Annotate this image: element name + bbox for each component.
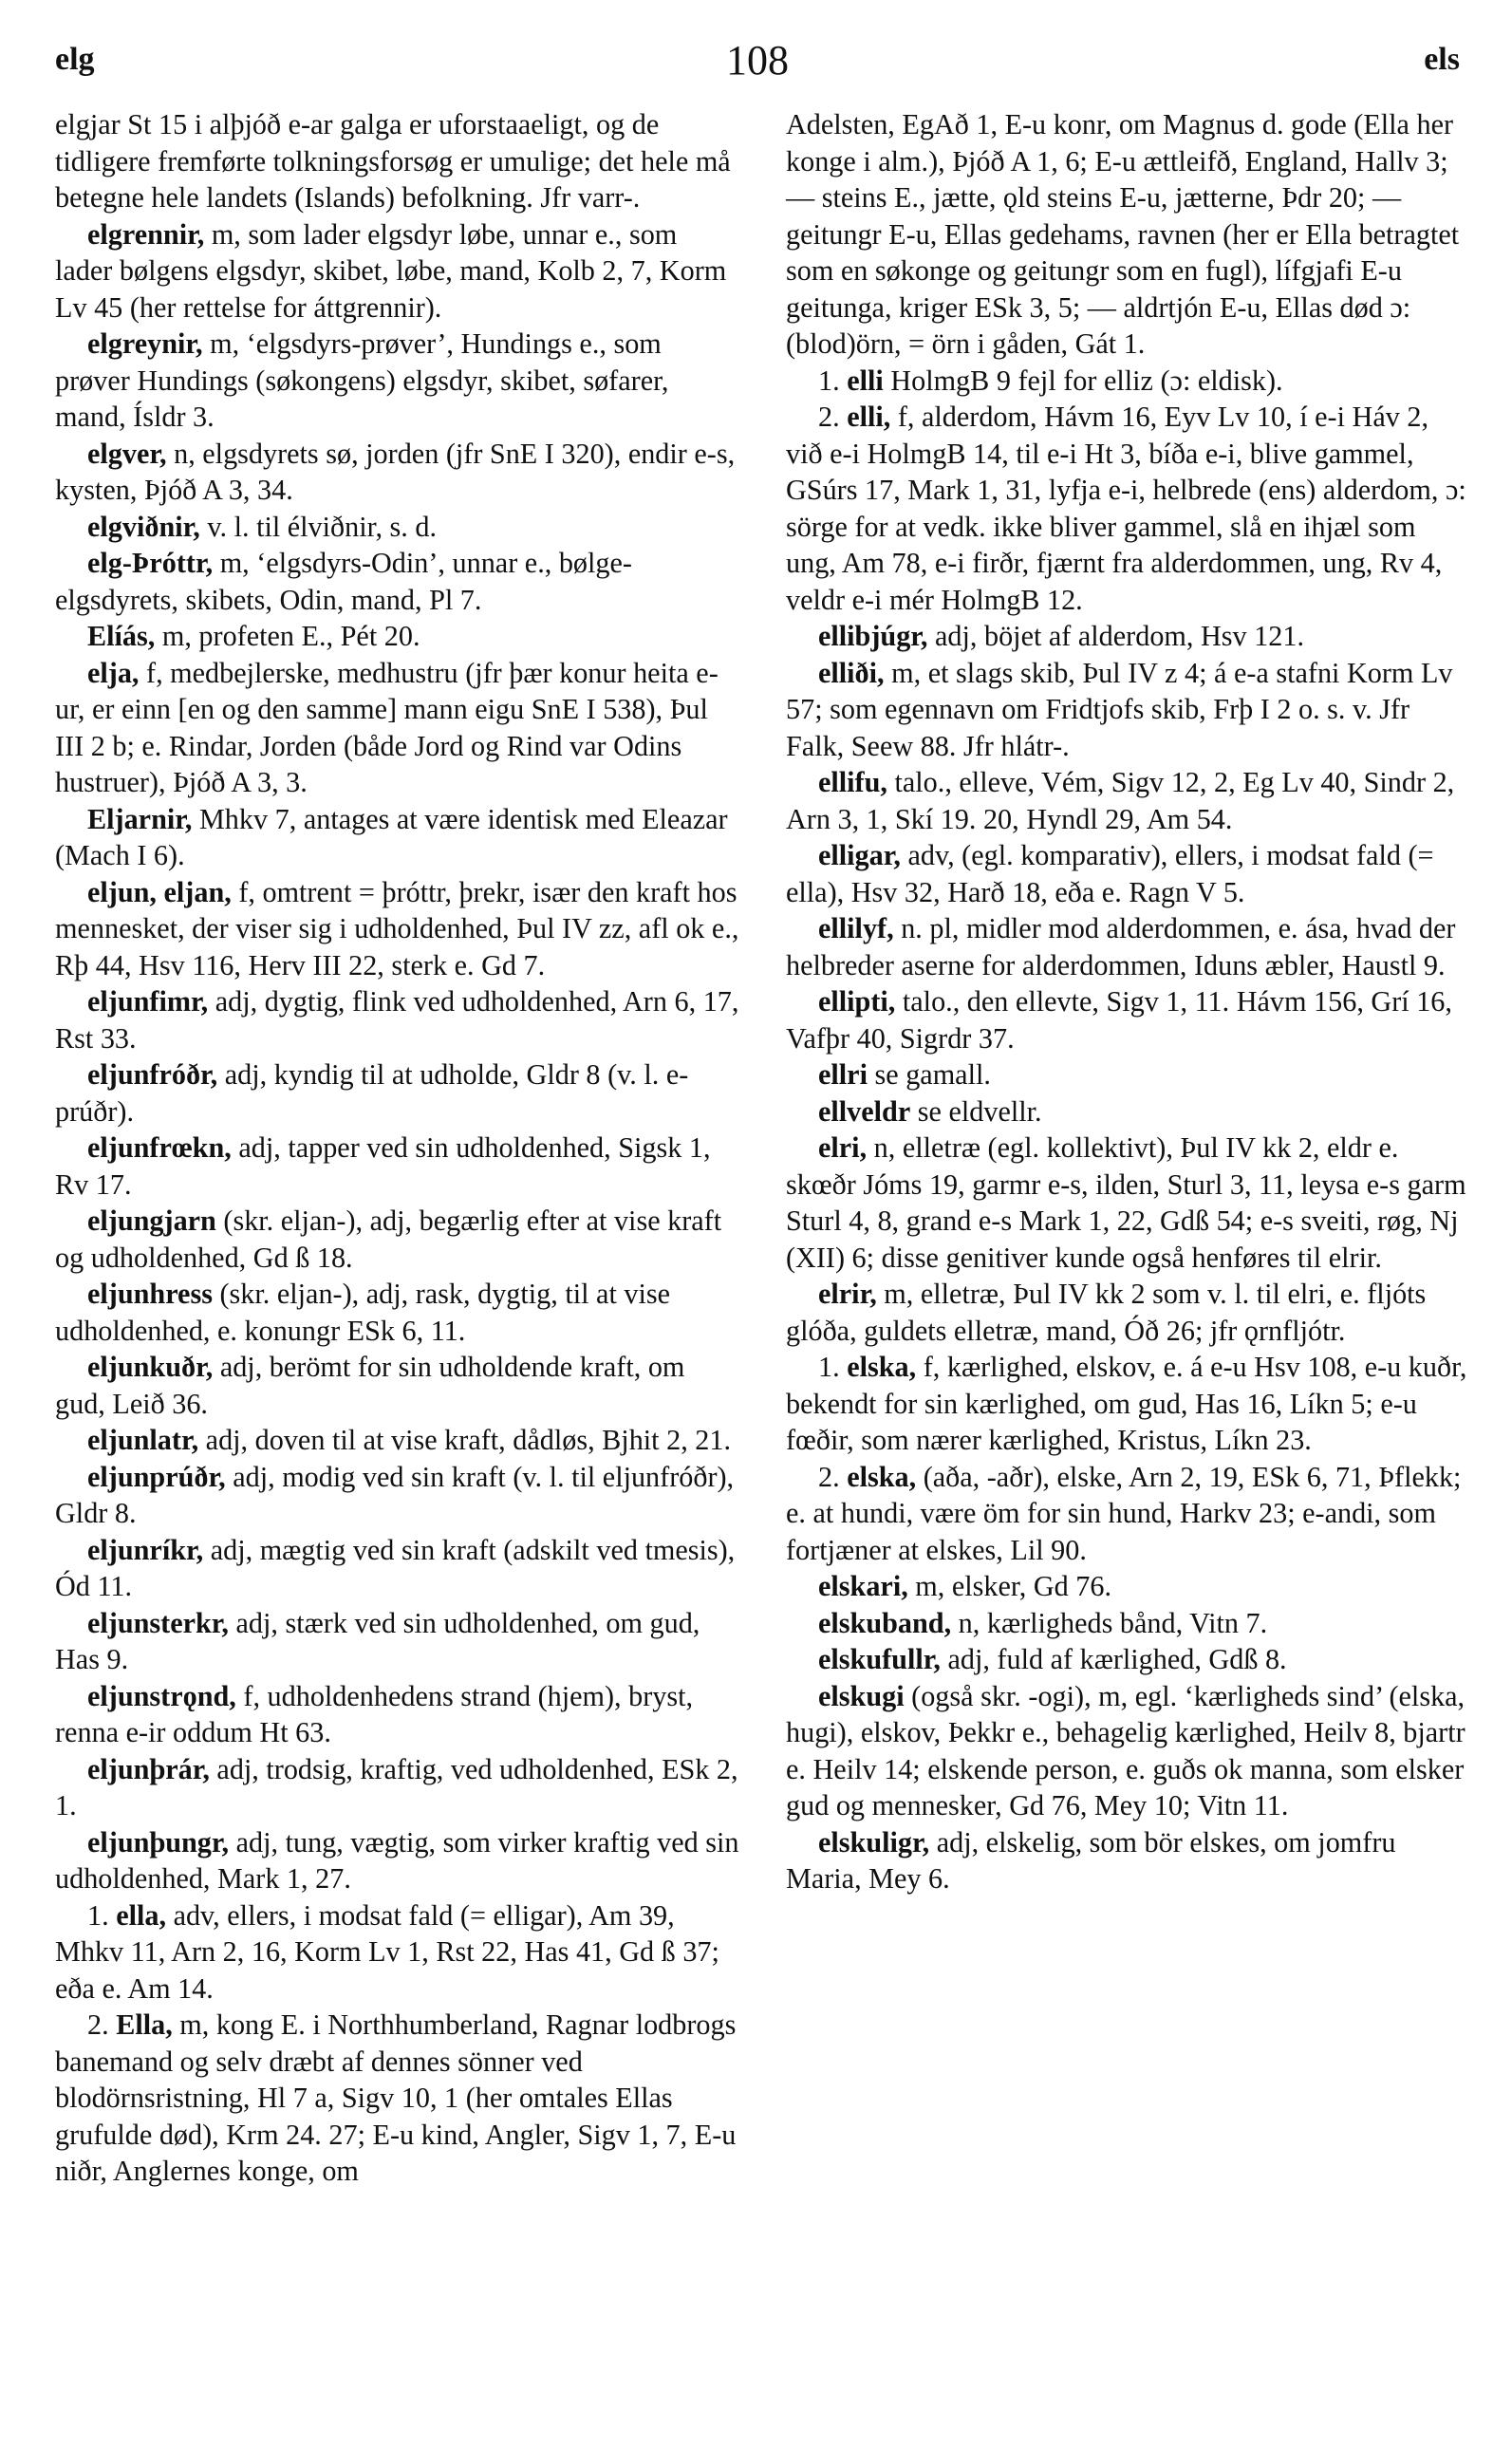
headword: elskuligr, [818, 1825, 930, 1859]
entry-definition: elgjar St 15 i alþjóð e-ar galga er uforstaaeligt, og de tidligere fremførte tolkningsforsøg er umulige; det hele må betegne hele landets (Islands) befolkning. Jfr varr-. [55, 108, 731, 214]
dictionary-entry [55, 1824, 741, 1897]
dictionary-entry [55, 618, 741, 655]
entry-definition: f, udholdenhedens strand (hjem), bryst, renna e-ir oddum Ht 63. [55, 1679, 694, 1748]
entry-number: 1. [87, 1898, 109, 1932]
headword: elskufullr, [818, 1643, 941, 1675]
dictionary-entry [786, 1605, 1472, 1642]
entry-definition: f, alderdom, Hávm 16, Eyv Lv 10, í e-i Háv 2, við e-i HolmgB 14, til e-i Ht 3, bíða e-i, blive gammel, GSúrs 17, Mark 1, 31, lyfja e-i, helbrede (ens) alderdom, ɔ: sörge for at vedk. ikke bliver gammel, slå en ihjæl som ung, Am 78, e-i firðr, fjærnt fra alderdommen, ung, Rv 4, veldr e-i mér HolmgB 12. [786, 401, 1466, 616]
entry-definition: adj, tung, vægtig, som virker kraftig ved sin udholdenhed, Mark 1, 27. [55, 1825, 739, 1895]
headword: elligar, [818, 839, 901, 871]
dictionary-entry [786, 983, 1472, 1056]
headword: eljunkuðr, [87, 1351, 214, 1383]
headword: elskugi [818, 1679, 905, 1712]
entry-definition: adj, modig ved sin kraft (v. l. til eljunfróðr), Gldr 8. [55, 1460, 735, 1529]
dictionary-entry [786, 910, 1472, 983]
dictionary-entry [786, 1824, 1472, 1897]
entry-definition: n. pl, midler mod alderdommen, e. ása, hvad der helbreder aserne for alderdommen, Iduns æbler, Haustl 9. [786, 912, 1456, 981]
dictionary-entry [786, 106, 1472, 363]
headword: ellveldr [818, 1094, 911, 1128]
left-column [55, 106, 741, 2190]
entry-definition: adj, fuld af kærlighed, Gdß 8. [940, 1643, 1287, 1675]
headword: elrir, [818, 1278, 877, 1310]
entry-definition: adj, böjet af alderdom, Hsv 121. [927, 620, 1305, 652]
dictionary-entry [786, 1641, 1472, 1678]
headword: eljunfrœkn, [87, 1131, 232, 1164]
dictionary-entry [786, 764, 1472, 837]
dictionary-entry [786, 618, 1472, 655]
dictionary-entry [786, 837, 1472, 910]
entry-number: 2. [87, 2008, 109, 2041]
dictionary-entry [55, 1751, 741, 1824]
headword: elska, [847, 1460, 917, 1493]
entry-definition: adj, elskelig, som bör elskes, om jomfru Maria, Mey 6. [786, 1825, 1396, 1895]
headword: elgviðnir, [87, 510, 200, 543]
dictionary-entry [55, 655, 741, 801]
entry-definition: Mhkv 7, antages at være identisk med Eleazar (Mach I 6). [55, 802, 728, 871]
headword: ellipti, [818, 985, 896, 1018]
headword: eljun, eljan, [87, 875, 232, 908]
dictionary-entry [55, 326, 741, 436]
page-header [55, 36, 1460, 93]
entry-definition: m, et slags skib, Þul IV z 4; á e-a stafni Korm Lv 57; som egennavn om Fridtjofs skib, Frþ I 2 o. s. v. Jfr Falk, Seew 88. Jfr hlátr-. [786, 656, 1453, 762]
entry-definition: m, profeten E., Pét 20. [155, 620, 420, 652]
headword: elli [847, 364, 884, 397]
headword: ellilyf, [818, 912, 894, 944]
dictionary-entry [55, 1130, 741, 1203]
entry-definition: m, ‘elgsdyrs-Odin’, unnar e., bølge-elgsdyrets, skibets, Odin, mand, Pl 7. [55, 547, 632, 616]
entry-definition: m, elsker, Gd 76. [907, 1570, 1112, 1602]
entry-definition: talo., den ellevte, Sigv 1, 11. Hávm 156, Grí 16, Vafþr 40, Sigrdr 37. [786, 985, 1452, 1055]
dictionary-entry [55, 1532, 741, 1605]
dictionary-entry [55, 509, 741, 546]
dictionary-entry [786, 1459, 1472, 1569]
dictionary-entry [55, 1056, 741, 1130]
entry-definition: v. l. til élviðnir, s. d. [199, 510, 438, 543]
entry-definition: (også skr. -ogi), m, egl. ‘kærligheds sind’ (elska, hugi), elskov, Þekkr e., behagelig kærlighed, Heilv 8, bjartr e. Heilv 14; elskende person, e. guðs ok manna, som elsker gud og mennesker, Gd 76, Mey 10; Vitn 11. [786, 1679, 1465, 1821]
entry-definition: talo., elleve, Vém, Sigv 12, 2, Eg Lv 40, Sindr 2, Arn 3, 1, Skí 19. 20, Hyndl 29, Am 54. [786, 766, 1455, 835]
headword: elg-Þróttr, [87, 547, 214, 579]
dictionary-entry [55, 1276, 741, 1349]
headword: eljungjarn [87, 1205, 216, 1237]
running-head-left: elg [55, 42, 95, 77]
dictionary-entry [786, 1130, 1472, 1276]
headword: elja, [87, 656, 140, 689]
headword: eljunstrǫnd, [87, 1679, 236, 1712]
entry-definition: m, kong E. i Northhumberland, Ragnar lodbrogs banemand og selv dræbt af dennes sönner ved blodörnsristning, Hl 7 a, Sigv 10, 1 (her omtales Ellas grufulde død), Krm 24. 27; E-u kind, Angler, Sigv 1, 7, E-u niðr, Anglernes konge, om [55, 2008, 737, 2187]
headword: Elíás, [87, 620, 156, 652]
dictionary-entry [55, 874, 741, 984]
entry-number: 2. [818, 401, 840, 433]
entry-number: 1. [818, 1351, 840, 1383]
entry-definition: Adelsten, EgAð 1, E-u konr, om Magnus d. gode (Ella her konge i alm.), Þjóð A 1, 6; E-u ættleifð, England, Hallv 3; — steins E., jætte, ǫld steins E-u, jætterne, Þdr 20; — geitungr E-u, Ellas gedehams, ravnen (her er Ella betragtet som en søkonge og geitungr som en fugl), lífgjafi E-u geitunga, kriger ESk 3, 5; — aldrtjón E-u, Ellas død ɔ: (blod)örn, = örn i gåden, Gát 1. [786, 108, 1460, 360]
dictionary-entry [55, 106, 741, 216]
dictionary-entry [786, 655, 1472, 765]
entry-definition: m, ‘elgsdyrs-prøver’, Hundings e., som prøver Hundings (søkongens) elgsdyr, skibet, søfarer, mand, Ísldr 3. [55, 327, 669, 433]
headword: eljunríkr, [87, 1533, 204, 1566]
entry-definition: adj, berömt for sin udholdende kraft, om gud, Leið 36. [55, 1351, 685, 1420]
headword: eljunþrár, [87, 1752, 210, 1785]
headword: ella, [116, 1898, 167, 1932]
dictionary-entry [55, 1203, 741, 1276]
entry-definition: f, kærlighed, elskov, e. á e-u Hsv 108, e-u kuðr, bekendt for sin kærlighed, om gud, Has 16, Líkn 5; e-u fœðir, som nærer kærlighed, Kristus, Líkn 23. [786, 1351, 1467, 1456]
dictionary-entry [786, 1276, 1472, 1349]
headword: elgrennir, [87, 217, 205, 251]
dictionary-entry [55, 1605, 741, 1678]
entry-definition: adv, (egl. komparativ), ellers, i modsat fald (= ella), Hsv 32, Harð 18, eða e. Ragn V 5. [786, 839, 1434, 908]
headword: elli, [847, 401, 891, 433]
headword: ellifu, [818, 766, 887, 798]
dictionary-entry [786, 399, 1472, 618]
entry-number: 1. [818, 364, 840, 397]
dictionary-entry [55, 1678, 741, 1751]
headword: elgver, [87, 437, 167, 470]
dictionary-entry [55, 545, 741, 618]
headword: elri, [818, 1131, 868, 1164]
entry-definition: HolmgB 9 fejl for elliz (ɔ: eldisk). [883, 364, 1283, 397]
dictionary-entry [55, 1422, 741, 1459]
running-head-right: els [1424, 42, 1460, 77]
right-column [786, 106, 1472, 1897]
headword: eljunhress [87, 1278, 213, 1310]
entry-definition: (skr. eljan-), adj, rask, dygtig, til at vise udholdenhed, e. konungr ESk 6, 11. [55, 1278, 671, 1347]
entry-definition: adj, stærk ved sin udholdenhed, om gud, Has 9. [55, 1606, 700, 1675]
entry-definition: f, medbejlerske, medhustru (jfr þær konur heita e-ur, er einn [en og den samme] mann eigu SnE I 538), Þul III 2 b; e. Rindar, Jorden (både Jord og Rind var Odins hustruer), Þjóð A 3, 3. [55, 656, 719, 798]
headword: eljunsterkr, [87, 1606, 229, 1639]
entry-definition: (aða, -aðr), elske, Arn 2, 19, ESk 6, 71, Þflekk; e. at hundi, være öm for sin hund, Harkv 23; e-andi, som fortjæner at elskes, Lil 90. [786, 1460, 1462, 1566]
headword: ellibjúgr, [818, 620, 928, 652]
entry-definition: adj, doven til at vise kraft, dådløs, Bjhit 2, 21. [198, 1424, 732, 1456]
headword: eljunprúðr, [87, 1460, 226, 1493]
headword: elskari, [818, 1570, 908, 1602]
headword: elskuband, [818, 1606, 952, 1639]
page-number: 108 [726, 37, 789, 84]
entry-definition: m, som lader elgsdyr løbe, unnar e., som lader bølgens elgsdyr, skibet, løbe, mand, Kolb 2, 7, Korm Lv 45 (her rettelse for áttgrennir). [55, 217, 727, 324]
entry-definition: adj, mægtig ved sin kraft (adskilt ved tmesis), Ód 11. [55, 1533, 736, 1602]
entry-definition: se eldvellr. [910, 1094, 1042, 1128]
entry-definition: adj, trodsig, kraftig, ved udholdenhed, ESk 2, 1. [55, 1752, 738, 1821]
headword: eljunþungr, [87, 1825, 230, 1859]
headword: Ella, [116, 2008, 173, 2041]
dictionary-entry [55, 801, 741, 874]
dictionary-entry [55, 983, 741, 1056]
entry-definition: m, elletræ, Þul IV kk 2 som v. l. til elri, e. fljóts glóða, guldets elletræ, mand, Óð 26; jfr ǫrnfljótr. [786, 1278, 1427, 1347]
dictionary-entry [786, 1093, 1472, 1130]
entry-number: 2. [818, 1460, 840, 1493]
entry-definition: f, omtrent = þróttr, þrekr, især den kraft hos mennesket, der viser sig i udholdenhed, Þul IV zz, afl ok e., Rþ 44, Hsv 116, Herv III 22, sterk e. Gd 7. [55, 875, 739, 981]
dictionary-entry [55, 216, 741, 327]
headword: Eljarnir, [87, 802, 193, 835]
headword: eljunfimr, [87, 985, 209, 1018]
dictionary-entry [55, 436, 741, 509]
dictionary-entry [786, 1349, 1472, 1459]
entry-definition: se gamall. [867, 1058, 991, 1091]
dictionary-entry [786, 1568, 1472, 1605]
dictionary-entry [55, 1459, 741, 1532]
entry-definition: n, kærligheds bånd, Vitn 7. [951, 1606, 1268, 1639]
dictionary-entry [786, 1056, 1472, 1093]
dictionary-entry [55, 2007, 741, 2190]
headword: ellri [818, 1058, 868, 1091]
dictionary-entry [55, 1349, 741, 1422]
entry-definition: adj, kyndig til at udholde, Gldr 8 (v. l. e-prúðr). [55, 1058, 689, 1128]
entry-definition: n, elgsdyrets sø, jorden (jfr SnE I 320), endir e-s, kysten, Þjóð A 3, 34. [55, 437, 736, 506]
headword: eljunlatr, [87, 1424, 199, 1456]
dictionary-entry [786, 363, 1472, 400]
entry-definition: adv, ellers, i modsat fald (= elligar), Am 39, Mhkv 11, Arn 2, 16, Korm Lv 1, Rst 22, Has 41, Gd ß 37; eða e. Am 14. [55, 1898, 719, 2005]
entry-definition: adj, tapper ved sin udholdenhed, Sigsk 1, Rv 17. [55, 1131, 711, 1201]
entry-definition: adj, dygtig, flink ved udholdenhed, Arn 6, 17, Rst 33. [55, 985, 739, 1055]
headword: eljunfróðr, [87, 1058, 218, 1091]
entry-definition: n, elletræ (egl. kollektivt), Þul IV kk 2, eldr e. skœðr Jóms 19, garmr e-s, ilden, Sturl 3, 11, leysa e-s garm Sturl 4, 8, grand e-s Mark 1, 22, Gdß 54; e-s sveiti, røg, Nj (XII) 6; disse genitiver kunde også henføres til elrir. [786, 1131, 1466, 1274]
headword: elska, [847, 1351, 917, 1383]
entry-definition: (skr. eljan-), adj, begærlig efter at vise kraft og udholdenhed, Gd ß 18. [55, 1205, 722, 1274]
dictionary-entry [55, 1897, 741, 2008]
headword: elgreynir, [87, 327, 203, 360]
dictionary-entry [786, 1678, 1472, 1824]
headword: elliði, [818, 656, 885, 689]
